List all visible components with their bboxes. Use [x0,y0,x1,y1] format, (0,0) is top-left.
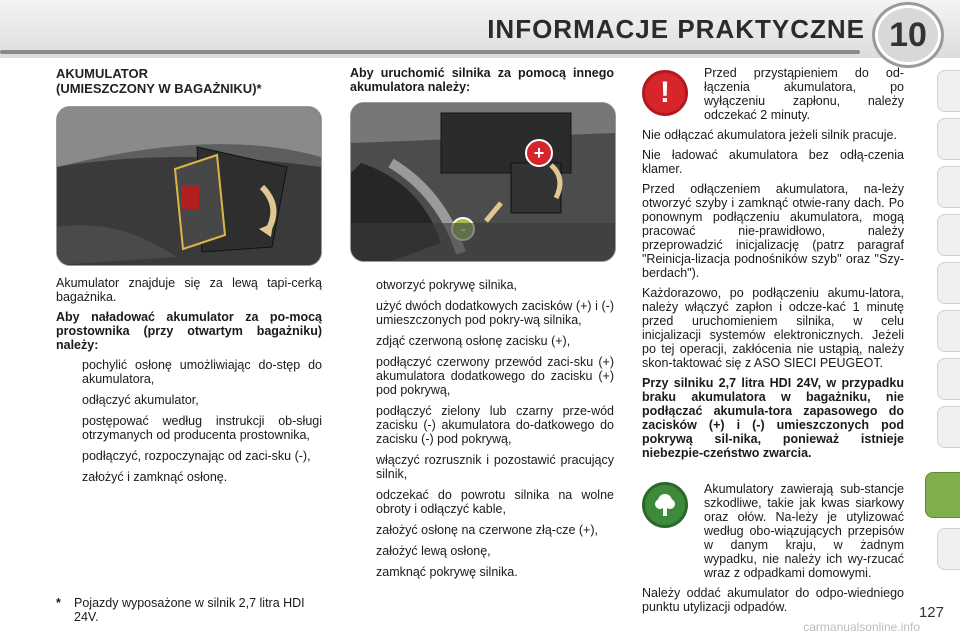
section-title: AKUMULATOR (UMIESZCZONY W BAGAŻNIKU)* [56,66,262,96]
paragraph: Przed odłączeniem akumulatora, na-leży otworzyć szyby i zamknąć otwie-rany dach. Po ponownym podłączeniu akumulatora, mogą pracować nie-prawidłowo, należy przeprowadzić inicjalizację (patrz paragraf "Reinicja-lizacja podnośników szyb" oraz "Szy-berdach"). [642,182,904,280]
column-jump-start [350,66,614,586]
footnote [56,596,322,624]
list-item: postępować według instrukcji ob-sługi otrzymanych od producenta prostownika, [82,414,322,442]
exclamation-icon: ! [642,70,688,116]
charging-subtitle: Aby naładować akumulator za po-mocą prostownika (przy otwartym bagażniku) należy: [56,310,322,352]
footnote-marker: * [56,596,61,610]
watermark: carmanualsonline.info [803,620,920,634]
paragraph: Nie ładować akumulatora bez odłą-czenia klamer. [642,148,904,176]
list-item: odczekać do powrotu silnika na wolne obroty i odłączyć kable, [376,488,614,516]
chapter-tab[interactable] [937,70,960,112]
header-rule [0,50,860,54]
jump-start-steps [350,278,614,579]
page-header [0,0,960,58]
chapter-tabs [932,70,960,610]
list-item: pochylić osłonę umożliwiając do-stęp do akumulatora, [82,358,322,386]
chapter-tab[interactable] [937,262,960,304]
warning-block [642,66,904,122]
chapter-tab-active[interactable] [925,472,960,518]
eco-text: Akumulatory zawierają sub-stancje szkodliwe, takie jak kwas siarkowy oraz ołów. Na-leży je utylizować według obo-wiązujących przepisów w danym kraju, w żadnym wypadku, nie należy ich wy-rzucać wraz z odpadkami domowymi. [704,482,904,580]
intro-text: Akumulator znajduje się za lewą tapi-cerką bagażnika. [56,276,322,304]
list-item: założyć osłonę na czerwone złą-cze (+), [376,523,598,537]
column-battery-trunk [56,66,322,491]
warning-text: Przed przystąpieniem do od-łączenia akumulatora, po wyłączeniu zapłonu, należy odczekać 2 minuty. [704,66,904,122]
list-item: użyć dwóch dodatkowych zacisków (+) i (-) umieszczonych pod pokry-wą silnika, [376,299,614,327]
jump-start-subtitle: Aby uruchomić silnika za pomocą innego akumulatora należy: [350,66,614,94]
page-title: INFORMACJE PRAKTYCZNE [487,14,865,44]
list-item: włączyć rozrusznik i pozostawić pracujący silnik, [376,453,614,481]
chapter-tab[interactable] [937,528,960,570]
chapter-tab[interactable] [937,166,960,208]
chapter-tab[interactable] [937,118,960,160]
chapter-badge: 10 [872,2,944,68]
page-number: 127 [918,604,944,621]
engine-bay-photo [350,102,616,262]
chapter-tab[interactable] [937,358,960,400]
tree-icon [642,482,688,528]
list-item: podłączyć, rozpoczynając od zaci-sku (-), [82,449,311,463]
list-item: zamknąć pokrywę silnika. [376,565,518,579]
charging-steps [56,358,322,484]
paragraph: Należy oddać akumulator do odpo-wiedniego punktu utylizacji odpadów. [642,586,904,614]
list-item: podłączyć zielony lub czarny prze-wód zacisku (-) akumulatora do-datkowego do zacisku (-) pod pokrywą, [376,404,614,446]
chapter-tab[interactable] [937,214,960,256]
list-item: założyć lewą osłonę, [376,544,491,558]
list-item: zdjąć czerwoną osłonę zacisku (+), [376,334,571,348]
chapter-tab[interactable] [937,310,960,352]
column-warnings [642,66,904,620]
plus-terminal-label: + [533,143,545,163]
chapter-tab[interactable] [937,406,960,448]
trunk-battery-photo [56,106,322,266]
list-item: założyć i zamknąć osłonę. [82,470,228,484]
list-item: odłączyć akumulator, [82,393,199,407]
paragraph: Nie odłączać akumulatora jeżeli silnik pracuje. [642,128,897,142]
list-item: otworzyć pokrywę silnika, [376,278,518,292]
paragraph: Każdorazowo, po podłączeniu akumu-latora, należy włączyć zapłon i odcze-kać 1 minutę przed uruchomieniem silnika, w celu inicjalizacji systemów elektronicznych. Jeżeli po tej operacji, zakłócenia nie ustąpią, należy skon-taktować się z ASO SIECI PEUGEOT. [642,286,904,370]
eco-block [642,482,904,580]
bold-warning-paragraph: Przy silniku 2,7 litra HDI 24V, w przypadku braku akumulatora w bagażniku, nie podłączać akumula-tora zapasowego do zacisków (+) i (-) umieszczonych pod pokrywą sil-nika, ponieważ istnieje niebezpie-czeństwo zwarcia. [642,376,904,460]
footnote-text: Pojazdy wyposażone w silnik 2,7 litra HDI 24V. [74,596,305,624]
list-item: podłączyć czerwony przewód zaci-sku (+) akumulatora dodatkowego do zacisku (+) pod pokrywą, [376,355,614,397]
